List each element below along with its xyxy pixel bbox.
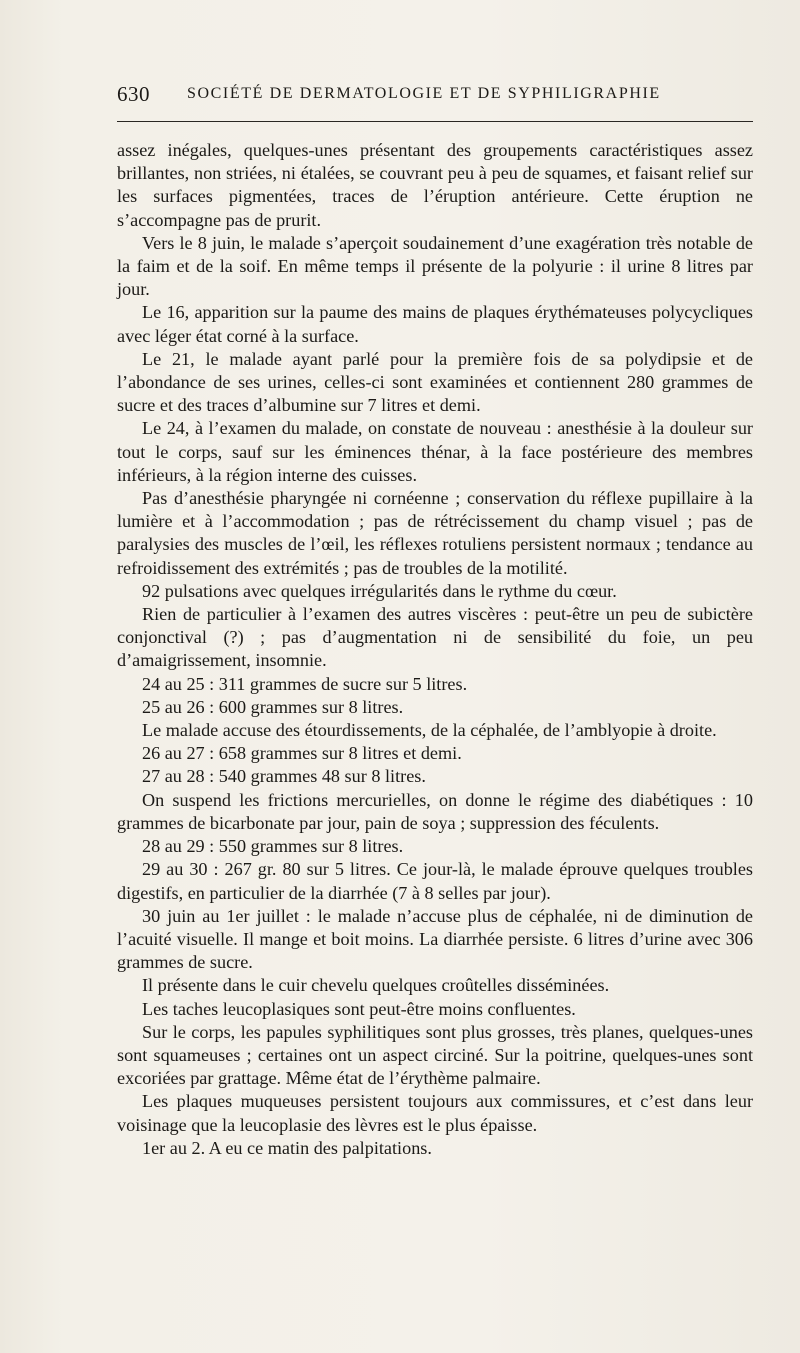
paragraph: Rien de particulier à l’examen des autres viscères : peut-être un peu de subictère conjonctival (?) ; pas d’augmentation ni de sensibilité du foie, un peu d’amaigrissement, insomnie. <box>117 604 753 671</box>
paragraph: Le 16, apparition sur la paume des mains de plaques érythémateuses polycycliques avec léger état corné à la surface. <box>117 302 753 346</box>
paragraph: Vers le 8 juin, le malade s’aperçoit soudainement d’une exagération très notable de la faim et de la soif. En même temps il présente de la polyurie : il urine 8 litres par jour. <box>117 232 753 300</box>
paragraph: Le 24, à l’examen du malade, on constate de nouveau : anesthésie à la douleur sur tout le corps, sauf sur les éminences thénar, à la face postérieure des membres inférieurs, à la région interne des cuisses. <box>117 418 753 485</box>
header-rule <box>117 121 753 122</box>
paragraph: On suspend les frictions mercurielles, on donne le régime des diabétiques : 10 grammes de bicarbonate par jour, pain de soya ; suppression des féculents. <box>117 789 753 833</box>
paragraph: 26 au 27 : 658 grammes sur 8 litres et demi. <box>142 743 462 764</box>
paragraph: Les taches leucoplasiques sont peut-être moins confluentes. <box>142 998 576 1019</box>
running-title: SOCIÉTÉ DE DERMATOLOGIE ET DE SYPHILIGRAPHIE <box>187 85 661 102</box>
paragraph: 25 au 26 : 600 grammes sur 8 litres. <box>142 696 404 717</box>
paragraph: 92 pulsations avec quelques irrégularités dans le rythme du cœur. <box>142 580 617 601</box>
page-header <box>117 82 753 110</box>
paragraph: 29 au 30 : 267 gr. 80 sur 5 litres. Ce jour-là, le malade éprouve quelques troubles digestifs, en particulier de la diarrhée (7 à 8 selles par jour). <box>117 859 753 903</box>
paragraph: assez inégales, quelques-unes présentant des groupements caractéristiques assez brillantes, non striées, ni étalées, se couvrant peu à peu de squames, et faisant relief sur les surfaces pigmentées, traces de l’éruption antérieure. Cette éruption ne s’accompagne pas de prurit. <box>117 140 753 230</box>
body-text <box>117 139 753 1160</box>
paragraph: Le 21, le malade ayant parlé pour la première fois de sa polydipsie et de l’abondance de ses urines, celles-ci sont examinées et contiennent 280 grammes de sucre et des traces d’albumine sur 7 litres et demi. <box>117 348 753 416</box>
paragraph: 27 au 28 : 540 grammes 48 sur 8 litres. <box>142 766 426 787</box>
paragraph: 24 au 25 : 311 grammes de sucre sur 5 litres. <box>142 673 468 694</box>
page-number: 630 <box>117 82 150 106</box>
paragraph: 30 juin au 1er juillet : le malade n’accuse plus de céphalée, ni de diminution de l’acuité visuelle. Il mange et boit moins. La diarrhée persiste. 6 litres d’urine avec 306 grammes de sucre. <box>117 905 753 973</box>
paragraph: Sur le corps, les papules syphilitiques sont plus grosses, très planes, quelques-unes sont squameuses ; certaines ont un aspect circiné. Sur la poitrine, quelques-unes sont excoriées par grattage. Même état de l’érythème palmaire. <box>117 1021 753 1089</box>
paragraph: 1er au 2. A eu ce matin des palpitations. <box>142 1137 432 1158</box>
paragraph: 28 au 29 : 550 grammes sur 8 litres. <box>142 836 404 857</box>
paragraph: Pas d’anesthésie pharyngée ni cornéenne ; conservation du réflexe pupillaire à la lumière et à l’accommodation ; pas de rétrécissement du champ visuel ; pas de paralysies des muscles de l’œil, les réflexes rotuliens persistent normaux ; tendance au refroidissement des extrémités ; pas de troubles de la motilité. <box>117 488 753 578</box>
paragraph: Les plaques muqueuses persistent toujours aux commissures, et c’est dans leur voisinage que la leucoplasie des lèvres est le plus épaisse. <box>117 1091 753 1135</box>
paragraph: Le malade accuse des étourdissements, de la céphalée, de l’amblyopie à droite. <box>142 720 717 741</box>
paragraph: Il présente dans le cuir chevelu quelques croûtelles disséminées. <box>142 975 610 996</box>
